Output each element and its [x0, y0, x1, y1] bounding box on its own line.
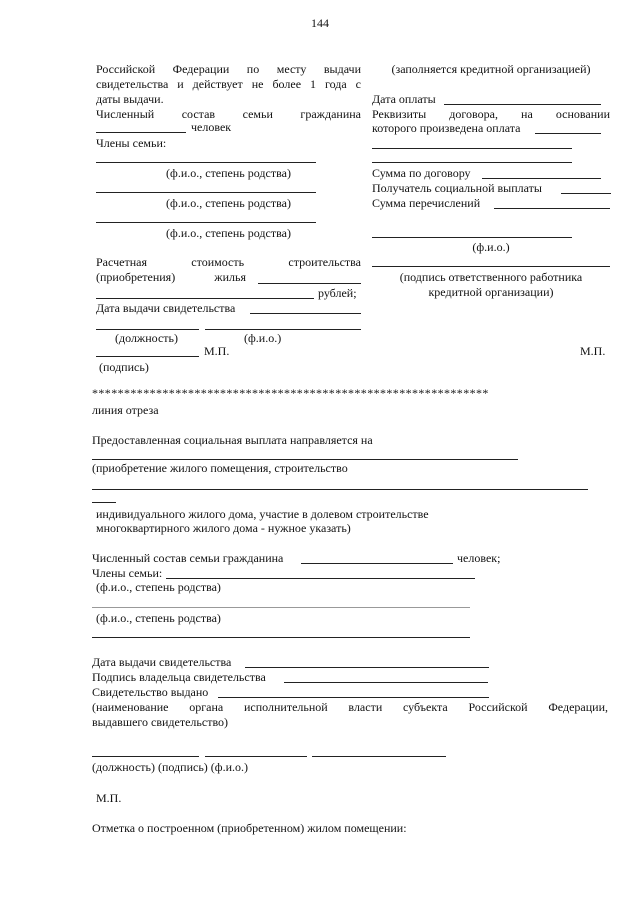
right-contract-field-3[interactable] [372, 162, 572, 163]
left-member-caption-3: (ф.и.о., степень родства) [166, 226, 291, 240]
left-member-caption-2: (ф.и.о., степень родства) [166, 196, 291, 210]
right-recipient-field[interactable] [561, 193, 611, 194]
lower-member-caption-1: (ф.и.о., степень родства) [96, 580, 221, 594]
right-sum-contract-field[interactable] [482, 178, 601, 179]
lower-member-field-3[interactable] [92, 637, 470, 638]
lower-issued-by-label: Свидетельство выдано [92, 685, 209, 699]
left-fio-caption: (ф.и.о.) [244, 331, 282, 345]
lower-members-label: Члены семьи: [92, 566, 163, 580]
left-intro-line-1: Российской Федерации по месту выдачи [96, 62, 361, 76]
right-sum-transfer-field[interactable] [494, 208, 610, 209]
lower-signature-field[interactable] [205, 756, 307, 757]
cut-line-stars: ************************************************************** [92, 386, 489, 400]
lower-purpose-line-3: многоквартирного жилого дома - нужное указать) [96, 521, 351, 535]
lower-housing-mark-label: Отметка о построенном (приобретенном) жилом помещении: [92, 821, 407, 835]
lower-purpose-line-1: (приобретение жилого помещения, строительство [92, 461, 348, 475]
left-signature-field[interactable] [96, 356, 199, 357]
lower-purpose-field[interactable] [92, 489, 588, 490]
left-signature-caption: (подпись) [99, 360, 149, 374]
lower-family-size-unit: человек; [457, 551, 501, 565]
left-family-size-unit: человек [191, 120, 232, 134]
lower-sign-caption: (должность) (подпись) (ф.и.о.) [92, 760, 248, 774]
left-cost-unit: рублей; [318, 286, 357, 300]
left-member-field-3[interactable] [96, 222, 316, 223]
right-contract-line-2: которого произведена оплата [372, 121, 521, 135]
lower-member-caption-2: (ф.и.о., степень родства) [96, 611, 221, 625]
left-members-label: Члены семьи: [96, 136, 167, 150]
lower-directed-label: Предоставленная социальная выплата направляется на [92, 433, 373, 447]
left-family-size-label: Численный состав семьи гражданина [96, 107, 361, 121]
right-recipient-label: Получатель социальной выплаты [372, 181, 542, 195]
left-member-caption-1: (ф.и.о., степень родства) [166, 166, 291, 180]
lower-issue-date-field[interactable] [245, 667, 489, 668]
left-intro-line-2: свидетельства и действует не более 1 года с [96, 77, 361, 91]
lower-authority-line-2: выдавшего свидетельство) [92, 715, 229, 729]
left-issue-date-field[interactable] [250, 313, 361, 314]
left-cost-field-1[interactable] [258, 283, 361, 284]
left-member-field-2[interactable] [96, 192, 316, 193]
right-signature-caption-2: кредитной организации) [428, 285, 554, 299]
left-stamp-mark: М.П. [204, 344, 230, 358]
lower-purpose-field-short[interactable] [92, 502, 116, 503]
right-sum-transfer-label: Сумма перечислений [372, 196, 481, 210]
lower-stamp-mark: М.П. [96, 791, 122, 805]
lower-purpose-line-2: индивидуального жилого дома, участие в долевом строительстве [96, 507, 429, 521]
right-contract-field-1[interactable] [535, 133, 601, 134]
left-cost-line-2: (приобретения) жилья [96, 270, 246, 284]
lower-directed-field[interactable] [92, 459, 518, 460]
cut-line-label: линия отреза [92, 403, 159, 417]
lower-fio-field[interactable] [312, 756, 446, 757]
left-intro-line-3: даты выдачи. [96, 92, 164, 106]
lower-owner-sign-label: Подпись владельца свидетельства [92, 670, 266, 684]
right-signature-caption-1: (подпись ответственного работника [399, 270, 583, 284]
left-cost-field-2[interactable] [96, 298, 314, 299]
left-family-size-field[interactable] [96, 132, 186, 133]
left-cost-line-1: Расчетная стоимость строительства [96, 255, 361, 269]
lower-owner-sign-field[interactable] [284, 682, 488, 683]
lower-member-field-1[interactable] [166, 578, 475, 579]
lower-family-size-field[interactable] [301, 563, 453, 564]
lower-member-field-2[interactable] [92, 607, 470, 608]
right-sum-contract-label: Сумма по договору [372, 166, 471, 180]
left-issue-date-label: Дата выдачи свидетельства [96, 301, 236, 315]
right-contract-line-1: Реквизиты договора, на основании [372, 107, 610, 121]
right-fio-caption: (ф.и.о.) [472, 240, 510, 254]
right-header: (заполняется кредитной организацией) [391, 62, 591, 76]
lower-issue-date-label: Дата выдачи свидетельства [92, 655, 232, 669]
left-fio-field[interactable] [205, 329, 361, 330]
right-signature-field[interactable] [372, 266, 610, 267]
lower-family-size-label: Численный состав семьи гражданина [92, 551, 284, 565]
right-contract-field-2[interactable] [372, 148, 572, 149]
right-pay-date-field[interactable] [444, 104, 601, 105]
lower-issued-by-field[interactable] [218, 697, 489, 698]
right-fio-field[interactable] [372, 237, 572, 238]
right-stamp-mark: М.П. [580, 344, 606, 358]
lower-position-field[interactable] [92, 756, 199, 757]
left-member-field-1[interactable] [96, 162, 316, 163]
page-number: 144 [311, 16, 329, 30]
left-position-caption: (должность) [115, 331, 178, 345]
lower-authority-line-1: (наименование органа исполнительной власти субъекта Российской Федерации, [92, 700, 608, 714]
left-position-field[interactable] [96, 329, 199, 330]
right-pay-date-label: Дата оплаты [372, 92, 436, 106]
